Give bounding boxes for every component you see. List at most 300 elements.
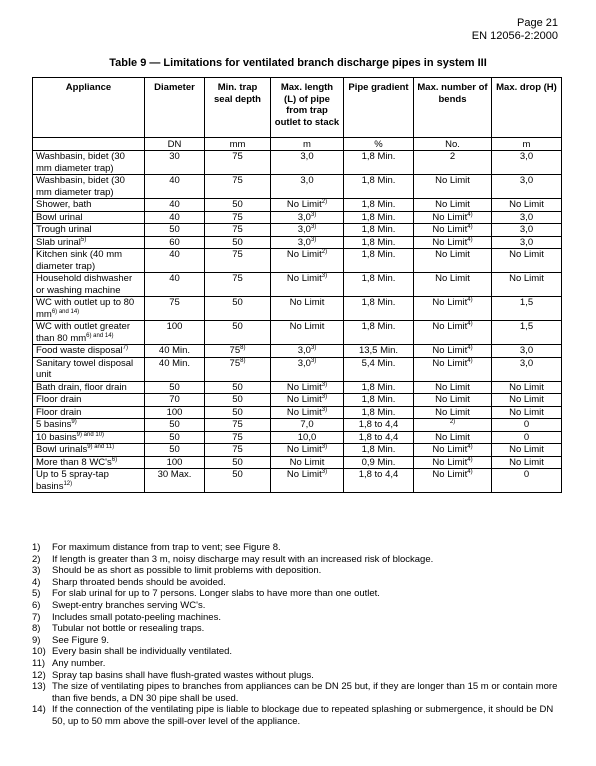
footnotes bbox=[32, 542, 561, 728]
appliance-cell-text: Bath drain, floor drain bbox=[36, 381, 127, 393]
appliance-cell bbox=[33, 175, 145, 199]
max-drop-cell-text: No Limit bbox=[509, 394, 544, 405]
diameter-cell bbox=[145, 357, 205, 381]
diameter-cell bbox=[145, 224, 205, 237]
bends-cell-text: No Limit bbox=[435, 249, 470, 260]
max-length-cell bbox=[271, 357, 344, 381]
unit-cell: m bbox=[492, 138, 562, 151]
max-length-cell-text: 3,0 bbox=[297, 224, 311, 235]
trap-seal-cell-text: 75 bbox=[232, 273, 243, 284]
diameter-cell-text: 40 bbox=[169, 199, 180, 210]
footnote bbox=[32, 554, 561, 566]
bends-cell-text: No Limit bbox=[435, 394, 470, 405]
diameter-cell bbox=[145, 321, 205, 345]
diameter-cell bbox=[145, 297, 205, 321]
max-drop-cell bbox=[492, 273, 562, 297]
table-row bbox=[33, 381, 562, 394]
gradient-cell bbox=[344, 175, 414, 199]
max-length-cell bbox=[271, 249, 344, 273]
diameter-cell bbox=[145, 211, 205, 224]
footnote-ref: 5) bbox=[80, 236, 87, 243]
appliance-cell-text: 10 basins bbox=[36, 431, 77, 443]
bends-cell bbox=[414, 419, 492, 432]
bends-cell-text: No Limit bbox=[435, 199, 470, 210]
footnote bbox=[32, 646, 561, 658]
footnote-ref: 6) bbox=[111, 456, 118, 463]
bends-cell bbox=[414, 431, 492, 444]
max-drop-cell bbox=[492, 345, 562, 358]
footnote-ref: 3) bbox=[310, 223, 317, 230]
table-row bbox=[33, 236, 562, 249]
gradient-cell-text: 1,8 Min. bbox=[361, 394, 396, 405]
unit-cell bbox=[33, 138, 145, 151]
gradient-cell-text: 1,8 Min. bbox=[361, 406, 396, 418]
max-length-cell bbox=[271, 381, 344, 394]
bends-cell bbox=[414, 273, 492, 297]
footnote-ref: 6) and 14) bbox=[86, 332, 114, 339]
diameter-cell-text: 30 bbox=[169, 151, 180, 162]
trap-seal-cell bbox=[205, 151, 271, 175]
max-length-cell bbox=[271, 456, 344, 469]
max-length-cell bbox=[271, 297, 344, 321]
footnote-number: 7) bbox=[32, 611, 41, 623]
max-length-cell-text: 3,0 bbox=[297, 357, 311, 369]
appliance-cell-text: Shower, bath bbox=[36, 199, 92, 210]
bends-cell-text: No Limit bbox=[432, 345, 468, 356]
table-row bbox=[33, 431, 562, 444]
footnote-ref: 4) bbox=[467, 320, 473, 327]
footnote bbox=[32, 542, 561, 554]
appliance-cell bbox=[33, 406, 145, 419]
gradient-cell bbox=[344, 321, 414, 345]
bends-cell bbox=[414, 236, 492, 249]
column-header: Pipe gradient bbox=[344, 78, 414, 138]
max-drop-cell-text: 3,0 bbox=[519, 175, 534, 186]
diameter-cell-text: 100 bbox=[166, 321, 183, 332]
trap-seal-cell-text: 50 bbox=[232, 406, 243, 418]
footnote-number: 9) bbox=[32, 634, 41, 646]
max-length-cell-text: 7,0 bbox=[300, 419, 314, 430]
diameter-cell-text: 70 bbox=[169, 394, 180, 405]
bends-cell bbox=[414, 444, 492, 457]
trap-seal-cell bbox=[205, 357, 271, 381]
bends-cell-text: 2 bbox=[449, 151, 456, 162]
footnote-ref: 6) and 14) bbox=[51, 308, 80, 315]
gradient-cell-text: 1,8 Min. bbox=[361, 199, 396, 210]
bends-cell-text: No Limit bbox=[432, 321, 468, 332]
max-length-cell-text: No Limit bbox=[286, 199, 322, 210]
diameter-cell-text: 40 Min. bbox=[158, 345, 191, 356]
gradient-cell bbox=[344, 381, 414, 394]
appliance-cell-text: Sanitary towel disposal unit bbox=[36, 357, 134, 380]
appliance-cell-text: Floor drain bbox=[36, 394, 82, 405]
gradient-cell-text: 1,8 Min. bbox=[361, 151, 396, 162]
trap-seal-cell-text: 75 bbox=[232, 444, 243, 455]
diameter-cell bbox=[145, 273, 205, 297]
column-header: Min. trap seal depth bbox=[205, 78, 271, 138]
max-length-cell bbox=[271, 151, 344, 175]
table-row bbox=[33, 444, 562, 457]
diameter-cell-text: 100 bbox=[166, 406, 183, 418]
footnote-number: 5) bbox=[32, 588, 41, 600]
table-row bbox=[33, 469, 562, 493]
gradient-cell bbox=[344, 406, 414, 419]
trap-seal-cell bbox=[205, 431, 271, 444]
footnote-ref: 3) bbox=[321, 468, 328, 475]
footnote-text: Includes small potato-peeling machines. bbox=[52, 611, 221, 623]
footnote-ref: 3) bbox=[310, 344, 317, 351]
diameter-cell-text: 50 bbox=[169, 381, 180, 393]
footnote-ref: 4) bbox=[467, 357, 473, 364]
diameter-cell-text: 30 Max. bbox=[157, 469, 192, 480]
unit-cell: No. bbox=[414, 138, 492, 151]
gradient-cell bbox=[344, 249, 414, 273]
trap-seal-cell bbox=[205, 199, 271, 212]
trap-seal-cell bbox=[205, 444, 271, 457]
max-drop-cell bbox=[492, 419, 562, 432]
max-length-cell bbox=[271, 211, 344, 224]
gradient-cell-text: 1,8 Min. bbox=[361, 249, 396, 260]
footnote-ref: 4) bbox=[467, 443, 473, 450]
bends-cell-text: No Limit bbox=[432, 444, 468, 455]
bends-cell-text: No Limit bbox=[435, 273, 470, 284]
footnote-text: Should be as short as possible to limit problems with deposition. bbox=[52, 565, 322, 577]
max-drop-cell-text: 3,0 bbox=[519, 236, 534, 248]
bends-cell-text: No Limit bbox=[432, 211, 468, 223]
trap-seal-cell bbox=[205, 297, 271, 321]
max-length-cell-text: No Limit bbox=[286, 469, 322, 480]
footnote-number: 8) bbox=[32, 623, 41, 635]
gradient-cell-text: 1,8 to 4,4 bbox=[358, 431, 399, 443]
table-row bbox=[33, 345, 562, 358]
trap-seal-cell bbox=[205, 236, 271, 249]
max-length-cell bbox=[271, 236, 344, 249]
bends-cell-text: No Limit bbox=[432, 297, 468, 308]
column-header: Appliance bbox=[33, 78, 145, 138]
footnote-number: 2) bbox=[32, 553, 41, 565]
max-length-cell-text: 3,0 bbox=[300, 175, 314, 186]
bends-cell bbox=[414, 469, 492, 493]
appliance-cell bbox=[33, 469, 145, 493]
footnote bbox=[32, 600, 561, 612]
page-number: Page 21 bbox=[517, 17, 558, 29]
table-row bbox=[33, 456, 562, 469]
column-header: Max. drop (H) bbox=[492, 78, 562, 138]
trap-seal-cell bbox=[205, 321, 271, 345]
trap-seal-cell bbox=[205, 224, 271, 237]
bends-cell bbox=[414, 175, 492, 199]
trap-seal-cell bbox=[205, 273, 271, 297]
diameter-cell bbox=[145, 151, 205, 175]
trap-seal-cell bbox=[205, 175, 271, 199]
table-row bbox=[33, 151, 562, 175]
footnote-number: 4) bbox=[32, 576, 41, 588]
footnote-ref: 3) bbox=[321, 272, 328, 279]
gradient-cell bbox=[344, 469, 414, 493]
appliance-cell-text: Bowl urinal bbox=[36, 211, 83, 223]
max-drop-cell bbox=[492, 444, 562, 457]
appliance-cell bbox=[33, 444, 145, 457]
standard-code: EN 12056-2:2000 bbox=[471, 30, 558, 42]
max-length-cell bbox=[271, 199, 344, 212]
diameter-cell bbox=[145, 236, 205, 249]
footnote bbox=[32, 670, 561, 682]
bends-cell bbox=[414, 297, 492, 321]
appliance-cell-text: Washbasin, bidet (30 mm diameter trap) bbox=[36, 175, 125, 198]
bends-cell bbox=[414, 394, 492, 407]
footnote-ref: 3) bbox=[321, 443, 328, 450]
footnote bbox=[32, 577, 561, 589]
footnote-text: If the connection of the ventilating pipe is liable to blockage due to repeated splashing or submergence, it should be DN 50, up to 50 mm above the spill-over level of the appliance. bbox=[52, 704, 554, 727]
footnote-ref: 4) bbox=[467, 223, 473, 230]
appliance-cell-text: WC with outlet up to 80 mm bbox=[36, 297, 135, 320]
footnote-number: 3) bbox=[32, 565, 41, 577]
max-drop-cell-text: 0 bbox=[523, 419, 530, 430]
max-drop-cell-text: 3,0 bbox=[519, 345, 534, 356]
bends-cell-text: No Limit bbox=[432, 456, 468, 468]
diameter-cell-text: 40 bbox=[169, 249, 180, 260]
appliance-cell bbox=[33, 394, 145, 407]
max-drop-cell bbox=[492, 469, 562, 493]
trap-seal-cell-text: 50 bbox=[232, 321, 243, 332]
max-drop-cell bbox=[492, 381, 562, 394]
bends-cell bbox=[414, 211, 492, 224]
max-length-cell bbox=[271, 273, 344, 297]
table-row bbox=[33, 175, 562, 199]
trap-seal-cell-text: 75 bbox=[232, 211, 243, 223]
footnote-number: 1) bbox=[32, 542, 41, 553]
max-drop-cell bbox=[492, 199, 562, 212]
bends-cell bbox=[414, 357, 492, 381]
max-drop-cell bbox=[492, 321, 562, 345]
table-row bbox=[33, 394, 562, 407]
footnote-ref: 3) bbox=[321, 406, 328, 413]
appliance-cell bbox=[33, 273, 145, 297]
appliance-cell-text: WC with outlet greater than 80 mm bbox=[36, 321, 130, 344]
footnote-ref: 3) bbox=[321, 393, 328, 400]
appliance-cell bbox=[33, 431, 145, 444]
footnote-number: 11) bbox=[32, 657, 46, 669]
max-drop-cell-text: No Limit bbox=[509, 444, 544, 455]
bends-cell bbox=[414, 321, 492, 345]
appliance-cell-text: Slab urinal bbox=[36, 236, 81, 248]
diameter-cell-text: 50 bbox=[169, 224, 180, 235]
appliance-cell-text: Kitchen sink (40 mm diameter trap) bbox=[36, 249, 123, 272]
footnote-ref: 3) bbox=[310, 211, 317, 218]
trap-seal-cell bbox=[205, 406, 271, 419]
max-drop-cell bbox=[492, 249, 562, 273]
appliance-cell bbox=[33, 297, 145, 321]
page-header bbox=[472, 17, 558, 43]
bends-cell-text: No Limit bbox=[435, 431, 470, 443]
bends-cell bbox=[414, 224, 492, 237]
footnote-text: Sharp throated bends should be avoided. bbox=[52, 576, 226, 588]
appliance-cell bbox=[33, 357, 145, 381]
table-row bbox=[33, 321, 562, 345]
diameter-cell bbox=[145, 469, 205, 493]
max-length-cell-text: No Limit bbox=[286, 406, 322, 418]
gradient-cell bbox=[344, 211, 414, 224]
trap-seal-cell-text: 50 bbox=[232, 381, 243, 393]
appliance-cell bbox=[33, 419, 145, 432]
gradient-cell-text: 1,8 Min. bbox=[361, 444, 396, 455]
max-drop-cell-text: No Limit bbox=[509, 199, 544, 210]
appliance-cell-text: Household dishwasher or washing machine bbox=[36, 273, 133, 296]
table-row bbox=[33, 419, 562, 432]
gradient-cell bbox=[344, 357, 414, 381]
footnote-text: Every basin shall be individually ventilated. bbox=[52, 646, 233, 658]
max-length-cell-text: 10,0 bbox=[297, 431, 317, 443]
gradient-cell bbox=[344, 151, 414, 175]
max-length-cell bbox=[271, 406, 344, 419]
max-length-cell-text: No Limit bbox=[286, 273, 322, 284]
table-row bbox=[33, 224, 562, 237]
max-length-cell bbox=[271, 321, 344, 345]
gradient-cell-text: 13,5 Min. bbox=[358, 345, 399, 356]
max-drop-cell-text: No Limit bbox=[509, 249, 544, 260]
appliance-cell bbox=[33, 199, 145, 212]
trap-seal-cell bbox=[205, 211, 271, 224]
diameter-cell bbox=[145, 345, 205, 358]
footnote-number: 12) bbox=[32, 669, 46, 681]
trap-seal-cell-text: 75 bbox=[232, 224, 243, 235]
trap-seal-cell-text: 50 bbox=[232, 297, 243, 308]
footnote-ref: 4) bbox=[467, 468, 473, 475]
footnote-text: Swept-entry branches serving WC's. bbox=[52, 599, 206, 611]
max-length-cell bbox=[271, 419, 344, 432]
max-drop-cell bbox=[492, 175, 562, 199]
gradient-cell bbox=[344, 224, 414, 237]
footnote bbox=[32, 635, 561, 647]
bends-cell-text: No Limit bbox=[435, 381, 470, 393]
max-drop-cell bbox=[492, 456, 562, 469]
max-length-cell-text: 3,0 bbox=[297, 236, 311, 248]
appliance-cell bbox=[33, 151, 145, 175]
footnote-number: 6) bbox=[32, 599, 41, 611]
trap-seal-cell-text: 75 bbox=[232, 431, 243, 443]
footnote bbox=[32, 588, 561, 600]
max-drop-cell-text: 3,0 bbox=[519, 357, 534, 369]
table-row bbox=[33, 406, 562, 419]
footnote-text: Spray tap basins shall have flush-grated wastes without plugs. bbox=[52, 669, 314, 681]
footnote-ref: 4) bbox=[467, 236, 473, 243]
bends-cell bbox=[414, 381, 492, 394]
diameter-cell-text: 40 bbox=[169, 211, 180, 223]
diameter-cell-text: 50 bbox=[169, 444, 180, 455]
trap-seal-cell-text: 75 bbox=[232, 175, 243, 186]
gradient-cell-text: 1,8 Min. bbox=[361, 236, 396, 248]
gradient-cell-text: 5,4 Min. bbox=[361, 357, 396, 369]
footnote bbox=[32, 658, 561, 670]
footnote-ref: 3) bbox=[321, 381, 328, 388]
gradient-cell bbox=[344, 431, 414, 444]
max-length-cell-text: No Limit bbox=[286, 381, 322, 393]
footnote-ref: 2) bbox=[321, 198, 328, 205]
footnote bbox=[32, 681, 561, 704]
gradient-cell bbox=[344, 199, 414, 212]
gradient-cell-text: 1,8 Min. bbox=[361, 297, 396, 308]
diameter-cell bbox=[145, 394, 205, 407]
diameter-cell-text: 60 bbox=[169, 236, 180, 248]
max-length-cell-text: No Limit bbox=[289, 297, 325, 308]
trap-seal-cell-text: 50 bbox=[232, 469, 243, 480]
gradient-cell-text: 0,9 Min. bbox=[361, 456, 396, 468]
trap-seal-cell bbox=[205, 394, 271, 407]
max-length-cell bbox=[271, 469, 344, 493]
gradient-cell bbox=[344, 236, 414, 249]
max-drop-cell bbox=[492, 394, 562, 407]
footnote-text: See Figure 9. bbox=[52, 634, 110, 646]
max-length-cell bbox=[271, 394, 344, 407]
footnote-ref: 8) bbox=[240, 357, 246, 364]
appliance-cell bbox=[33, 211, 145, 224]
max-drop-cell-text: 3,0 bbox=[519, 224, 534, 235]
bends-cell-text: No Limit bbox=[432, 224, 468, 235]
diameter-cell-text: 50 bbox=[169, 431, 180, 443]
table-title: Table 9 — Limitations for ventilated branch discharge pipes in system III bbox=[109, 57, 487, 69]
footnote-ref: 4) bbox=[467, 344, 473, 351]
diameter-cell bbox=[145, 444, 205, 457]
footnote-ref: 9) bbox=[71, 418, 77, 425]
max-drop-cell-text: 1,5 bbox=[519, 297, 534, 308]
table-row bbox=[33, 249, 562, 273]
gradient-cell-text: 1,8 to 4,4 bbox=[358, 469, 399, 480]
bends-cell bbox=[414, 151, 492, 175]
max-drop-cell-text: 1,5 bbox=[519, 321, 534, 332]
bends-cell-text: No Limit bbox=[435, 175, 470, 186]
trap-seal-cell-text: 75 bbox=[232, 249, 243, 260]
max-length-cell bbox=[271, 224, 344, 237]
trap-seal-cell-text: 75 bbox=[229, 357, 241, 369]
trap-seal-cell bbox=[205, 381, 271, 394]
appliance-cell-text: Bowl urinals bbox=[36, 444, 88, 455]
max-drop-cell-text: 3,0 bbox=[519, 151, 534, 162]
trap-seal-cell-text: 50 bbox=[232, 236, 243, 248]
max-length-cell-text: 3,0 bbox=[297, 345, 311, 356]
units-row bbox=[33, 138, 562, 151]
diameter-cell bbox=[145, 175, 205, 199]
footnote-ref: 2) bbox=[321, 248, 328, 255]
max-drop-cell bbox=[492, 151, 562, 175]
trap-seal-cell-text: 50 bbox=[232, 456, 243, 468]
max-drop-cell-text: 0 bbox=[523, 431, 530, 443]
max-length-cell bbox=[271, 444, 344, 457]
table-header-row bbox=[33, 78, 562, 138]
max-length-cell-text: No Limit bbox=[286, 249, 322, 260]
max-drop-cell bbox=[492, 406, 562, 419]
trap-seal-cell-text: 50 bbox=[232, 394, 243, 405]
footnote-number: 13) bbox=[32, 681, 46, 693]
gradient-cell-text: 1,8 Min. bbox=[361, 381, 396, 393]
column-header: Max. number of bends bbox=[414, 78, 492, 138]
max-drop-cell bbox=[492, 224, 562, 237]
max-drop-cell bbox=[492, 297, 562, 321]
column-header: Max. length (L) of pipe from trap outlet to stack bbox=[271, 78, 344, 138]
max-drop-cell bbox=[492, 236, 562, 249]
max-drop-cell-text: 3,0 bbox=[519, 211, 534, 223]
max-drop-cell-text: No Limit bbox=[509, 381, 544, 393]
appliance-cell bbox=[33, 224, 145, 237]
trap-seal-cell bbox=[205, 469, 271, 493]
footnote bbox=[32, 565, 561, 577]
diameter-cell-text: 40 Min. bbox=[158, 357, 191, 369]
footnote bbox=[32, 623, 561, 635]
footnote-number: 14) bbox=[32, 704, 46, 716]
appliance-cell bbox=[33, 249, 145, 273]
footnote-ref: 9) and 11) bbox=[87, 443, 115, 450]
footnote-ref: 4) bbox=[467, 456, 473, 463]
footnote-text: Any number. bbox=[52, 657, 106, 669]
